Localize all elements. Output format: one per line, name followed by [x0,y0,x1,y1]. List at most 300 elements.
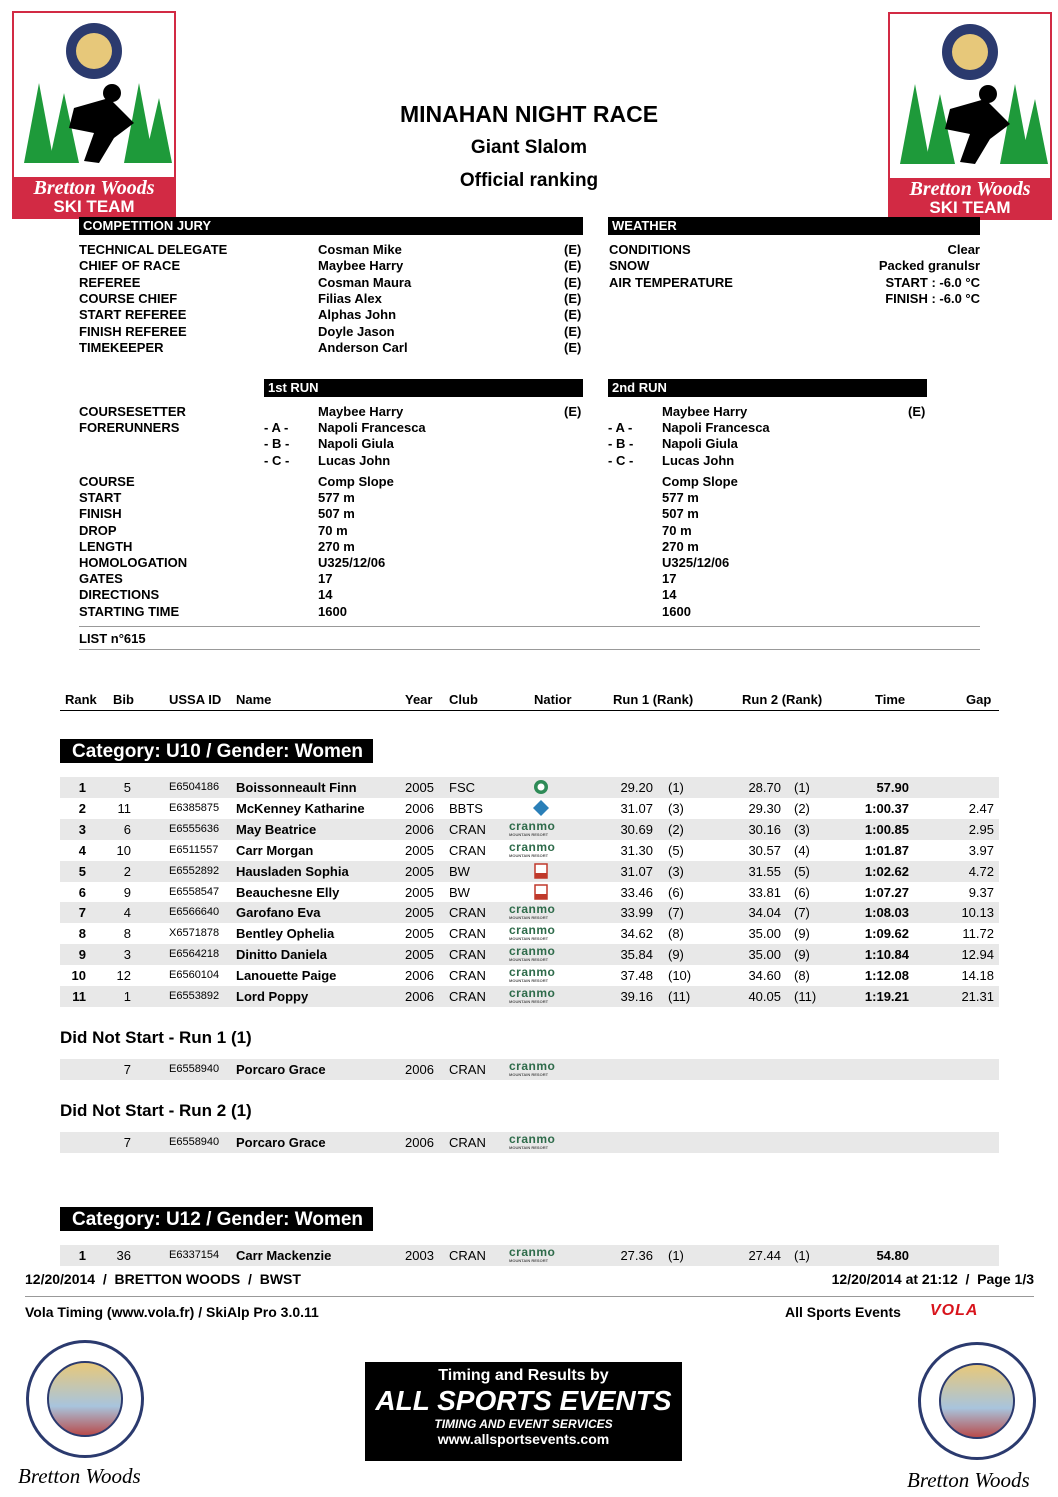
forerunner-key: - C - [608,452,634,468]
weather-value: Clear [947,242,980,257]
course1-value: Comp Slope [318,474,394,489]
course1-value: 577 m [318,490,355,506]
total-time: 1:07.27 [864,884,909,900]
coursesetter-label: COURSESETTER [79,404,186,419]
gap: 12.94 [961,947,994,963]
athlete-name: Hausladen Sophia [236,863,349,879]
forerunner-key: - B - [608,436,634,452]
jury-name: Cosman Mike [318,242,402,257]
year: 2006 [405,968,434,984]
course2-value: 1600 [662,603,691,619]
athlete-name: Dinitto Daniela [236,947,328,963]
forerunner-name: Napoli Francesca [318,420,426,435]
cranmo-logo-subtext: MOUNTAIN RESORT [509,957,549,963]
jury-code: (E) [564,242,582,257]
run1-time: 39.16 [620,989,653,1004]
run1-time: 31.07 [620,863,653,879]
run2-time: 35.00 [748,926,781,942]
run2-heading: 2nd RUN [608,379,927,397]
vola-logo: VOLA [930,1302,979,1319]
ranking-type: Official ranking [459,170,599,191]
course1-value: 270 m [318,538,355,554]
forerunner-key: - B - [264,436,290,452]
gap: 4.72 [968,863,994,879]
jury-code: (E) [564,339,582,355]
year: 2005 [405,884,434,900]
athlete-name: Bentley Ophelia [236,926,335,942]
year: 2005 [405,926,434,942]
forerunner-name: Lucas John [318,452,391,468]
ussa-id: E6552892 [169,864,220,877]
discipline: Giant Slalom [470,137,588,158]
cranmo-logo-icon: cranmo MOUNTAIN RESORT [509,1059,556,1077]
timing-banner [365,1362,682,1461]
gap: 14.18 [961,968,994,984]
bbts-club-logo-icon [533,800,549,816]
gap: 2.47 [968,800,994,816]
total-time: 1:19.21 [864,989,909,1004]
athlete-name: Lord Poppy [236,989,309,1004]
jury-code: (E) [564,274,582,290]
course-label: FINISH [79,506,122,522]
fsc-club-logo-icon [533,779,549,795]
logo-text-line1: Bretton Woods [909,178,1031,200]
rank: 9 [78,947,86,963]
weather-value: START : -6.0 °C [885,274,980,290]
gap: 10.13 [961,905,994,921]
course1-value: 1600 [318,603,347,619]
cranmo-logo-icon: cranmo MOUNTAIN RESORT [509,818,556,837]
course2-value: Comp Slope [662,474,738,489]
cranmo-logo-icon: cranmo MOUNTAIN RESORT [509,944,556,963]
gap: 3.97 [968,842,994,858]
footer-right: 12/20/2014 at 21:12 / Page 1/3 [831,1271,1034,1287]
cranmo-logo-subtext: MOUNTAIN RESORT [509,978,549,984]
course2-value: 70 m [662,522,692,538]
run1-rank: (3) [668,863,684,879]
jury-heading: COMPETITION JURY [79,217,583,235]
jury-role: START REFEREE [79,307,187,323]
race-title: MINAHAN NIGHT RACE [399,101,659,127]
footer-divider [25,1296,1034,1297]
bib: 10 [116,842,131,858]
cranmo-logo-icon: cranmo MOUNTAIN RESORT [509,1245,556,1263]
run2-time: 33.81 [748,884,781,900]
run2-rank: (8) [794,968,810,984]
run1-rank: (3) [668,800,684,816]
run1-time: 33.46 [620,884,653,900]
dns-run2-title: Did Not Start - Run 2 (1) [60,1101,252,1120]
bib: 3 [123,947,131,963]
bib: 6 [123,821,131,837]
course2-value: 507 m [662,506,699,522]
run1-rank: (11) [668,989,691,1004]
total-time: 1:08.03 [864,905,909,921]
category-heading: Category: U10 / Gender: Women [60,739,373,763]
forerunner-name: Napoli Francesca [662,420,770,435]
result-row [60,798,999,819]
run2-rank: (9) [794,926,810,942]
ussa-id: E6337154 [169,1249,220,1261]
vola-credit: Vola Timing (www.vola.fr) / SkiAlp Pro 3.0.11 [25,1304,319,1320]
ussa-id: E6564218 [169,948,220,961]
run2-time: 35.00 [748,947,781,963]
course1-value: 70 m [318,522,348,538]
athlete-name: Porcaro Grace [236,1135,326,1150]
course1-value: U325/12/06 [318,555,386,570]
result-row [60,944,999,965]
mount-washington-seal-right [918,1342,1036,1460]
logo-text-line2: SKI TEAM [929,198,1011,217]
course-label: GATES [79,571,123,587]
cranmo-logo-subtext: MOUNTAIN RESORT [509,1145,549,1150]
banner-line1: Timing and Results by [438,1367,609,1384]
club: CRAN [449,905,486,921]
rank: 10 [71,968,86,984]
club: CRAN [449,926,486,942]
rank: 6 [78,884,86,900]
year: 2005 [405,863,434,879]
course1-value: 14 [318,587,333,603]
ussa-id: E6560104 [169,969,220,982]
banner-line2: ALL SPORTS EVENTS [375,1385,672,1416]
year: 2003 [405,1248,434,1263]
year: 2006 [405,800,434,816]
divider [79,649,980,650]
bib: 5 [123,780,131,795]
run2-rank: (2) [794,800,810,816]
athlete-name: Boissonneault Finn [236,780,357,795]
column-header: Club [449,692,478,707]
course1-value: 17 [318,571,333,587]
course-label: START [79,490,122,506]
result-row [60,819,999,840]
column-header: Time [875,692,906,707]
run1-rank: (9) [668,947,684,963]
forerunner-name: Napoli Giula [318,436,394,452]
club: CRAN [449,989,486,1004]
footer-left: 12/20/2014 / BRETTON WOODS / BWST [25,1271,301,1287]
ussa-id: E6558940 [169,1063,220,1075]
logo-text-line1: Bretton Woods [33,177,155,199]
banner-line4: www.allsportsevents.com [437,1431,610,1447]
dns-row [60,1059,999,1080]
rank: 8 [78,926,86,942]
cranmo-logo-icon: cranmo MOUNTAIN RESORT [509,986,556,1004]
bib: 4 [123,905,131,921]
jury-role: TECHNICAL DELEGATE [79,242,228,257]
cranmo-logo-subtext: MOUNTAIN RESORT [509,852,549,858]
logo-text-line2: SKI TEAM [53,197,135,216]
weather-value: Packed granulsr [878,258,980,274]
run1-rank: (8) [668,926,684,942]
weather-label: SNOW [609,258,650,274]
bib: 12 [116,968,131,984]
weather-heading: WEATHER [608,217,980,235]
cranmo-logo-icon: cranmo MOUNTAIN RESORT [509,839,556,858]
rank: 5 [78,863,86,879]
cranmo-logo-subtext: MOUNTAIN RESORT [509,831,549,837]
athlete-name: Carr Mackenzie [236,1248,332,1263]
cranmo-logo-subtext: MOUNTAIN RESORT [509,999,549,1004]
jury-name: Filias Alex [318,290,382,306]
dns-run1-title: Did Not Start - Run 1 (1) [60,1028,252,1047]
run1-rank: (6) [668,884,684,900]
cranmo-logo-icon: cranmo MOUNTAIN RESORT [509,1132,556,1150]
result-row [60,965,999,986]
forerunners-label: FORERUNNERS [79,420,180,435]
bw-club-logo-icon [533,863,549,879]
course-label: DIRECTIONS [79,587,160,603]
jury-name: Doyle Jason [318,323,395,339]
run2-rank: (11) [794,989,817,1004]
banner-line3: TIMING AND EVENT SERVICES [434,1417,613,1431]
ussa-id: E6385875 [169,801,220,814]
run2-rank: (1) [794,1248,810,1263]
weather-value: FINISH : -6.0 °C [885,290,980,306]
result-row [60,986,999,1007]
athlete-name: May Beatrice [236,821,317,837]
rank: 4 [78,842,86,858]
course2-value: 14 [662,587,677,603]
course-label: COURSE [79,474,135,489]
bib: 9 [123,884,131,900]
club: CRAN [449,842,486,858]
year: 2005 [405,780,434,795]
club: BW [449,863,470,879]
forerunner-key: - C - [264,452,290,468]
column-header: Natior [534,692,572,707]
bib: 2 [123,863,131,879]
athlete-name: Lanouette Paige [236,968,337,984]
run2-time: 40.05 [748,989,781,1004]
run2-time: 30.16 [748,821,781,837]
run1-rank: (7) [668,905,684,921]
jury-name: Maybee Harry [318,258,404,274]
jury-name: Anderson Carl [318,339,408,355]
result-row [60,923,999,944]
column-header: Run 2 (Rank) [742,692,823,707]
bretton-woods-text-left: Bretton Woods [18,1464,141,1488]
jury-name: Cosman Maura [318,274,412,290]
run2-rank: (9) [794,947,810,963]
divider [79,626,980,627]
rank: 1 [78,780,86,795]
gap: 2.95 [968,821,994,837]
result-row [60,882,999,903]
bw-club-logo-icon [533,884,549,900]
sponsor-name: All Sports Events [785,1304,901,1320]
bib: 11 [117,800,131,816]
athlete-name: Garofano Eva [236,905,321,921]
club: FSC [449,780,475,795]
total-time: 1:00.85 [864,821,909,837]
ussa-id: E6504186 [169,781,220,793]
total-time: 1:00.37 [864,800,909,816]
result-row [60,1245,999,1266]
ussa-id: E6555636 [169,822,220,835]
jury-role: FINISH REFEREE [79,323,187,339]
course-label: HOMOLOGATION [79,555,188,570]
dns-row [60,1132,999,1153]
total-time: 1:09.62 [864,926,909,942]
course1-value: 507 m [318,506,355,522]
total-time: 1:12.08 [864,968,909,984]
run2-rank: (7) [794,905,810,921]
run2-time: 28.70 [748,780,781,795]
forerunner-key: - A - [264,420,289,435]
run1-time: 31.30 [620,842,653,858]
run1-time: 37.48 [620,968,653,984]
result-row [60,902,999,923]
weather-label: CONDITIONS [609,242,691,257]
column-header: Rank [65,692,97,707]
club: CRAN [449,1248,486,1263]
run2-time: 31.55 [748,863,781,879]
run1-coursesetter-code: (E) [564,404,582,419]
jury-code: (E) [564,290,582,306]
bib: 1 [123,989,131,1004]
bib: 7 [123,1062,131,1077]
club: CRAN [449,947,486,963]
category-heading: Category: U12 / Gender: Women [60,1207,373,1231]
run1-rank: (5) [668,842,684,858]
jury-role: TIMEKEEPER [79,339,164,355]
jury-role: CHIEF OF RACE [79,258,181,274]
rank: 1 [78,1248,86,1263]
total-time: 57.90 [876,780,909,795]
cranmo-logo-subtext: MOUNTAIN RESORT [509,915,549,921]
course2-value: U325/12/06 [662,555,730,570]
club: BBTS [449,800,483,816]
course-label: DROP [79,522,117,538]
ussa-id: E6558547 [169,885,220,898]
cranmo-logo-icon: cranmo MOUNTAIN RESORT [509,923,556,942]
result-row [60,777,999,798]
cranmo-logo-subtext: MOUNTAIN RESORT [509,936,549,942]
ussa-id: E6566640 [169,906,220,919]
rank: 3 [78,821,86,837]
bretton-woods-text-right: Bretton Woods [907,1468,1030,1492]
jury-role: REFEREE [79,274,141,290]
column-header: USSA ID [169,692,222,707]
run1-time: 30.69 [620,821,653,837]
bib: 7 [123,1135,131,1150]
result-row [60,840,999,861]
rank: 2 [78,800,86,816]
jury-name: Alphas John [318,307,397,323]
bib: 8 [123,926,131,942]
cranmo-logo-icon: cranmo MOUNTAIN RESORT [509,965,556,984]
list-number: LIST n°615 [79,631,146,646]
run2-time: 27.44 [748,1248,781,1263]
jury-code: (E) [564,258,582,274]
run2-time: 34.04 [748,905,781,921]
cranmo-logo-subtext: MOUNTAIN RESORT [509,1258,549,1263]
run1-time: 34.62 [620,926,653,942]
run2-rank: (6) [794,884,810,900]
year: 2005 [405,947,434,963]
club: BW [449,884,470,900]
forerunner-name: Napoli Giula [662,436,738,452]
run1-time: 31.07 [620,800,653,816]
run1-time: 35.84 [620,947,653,963]
run2-rank: (1) [794,780,810,795]
column-header: Bib [113,692,134,707]
club: CRAN [449,821,486,837]
club: CRAN [449,1135,486,1150]
forerunner-key: - A - [608,420,633,435]
jury-code: (E) [564,323,582,339]
run1-rank: (1) [668,780,684,795]
course-label: LENGTH [79,538,133,554]
run2-rank: (4) [794,842,810,858]
course2-value: 17 [662,571,677,587]
rank: 7 [78,905,86,921]
forerunner-name: Lucas John [662,452,735,468]
column-header: Name [236,692,272,707]
run1-rank: (2) [668,821,684,837]
athlete-name: Carr Morgan [236,842,314,858]
rank: 11 [72,989,86,1004]
bib: 36 [116,1248,131,1263]
year: 2006 [405,1135,434,1150]
year: 2006 [405,1062,434,1077]
ussa-id: E6558940 [169,1136,220,1148]
course-label: STARTING TIME [79,603,180,619]
athlete-name: Porcaro Grace [236,1062,326,1077]
column-header: Gap [966,692,992,707]
course2-value: 270 m [662,538,699,554]
weather-label: AIR TEMPERATURE [609,274,733,290]
run1-heading: 1st RUN [264,379,583,397]
run2-time: 30.57 [748,842,781,858]
run1-coursesetter: Maybee Harry [318,404,404,419]
run2-time: 29.30 [748,800,781,816]
run2-time: 34.60 [748,968,781,984]
gap: 11.72 [962,926,994,942]
year: 2005 [405,842,434,858]
run1-time: 27.36 [620,1248,653,1263]
result-row [60,861,999,882]
ussa-id: E6553892 [169,990,220,1002]
run1-time: 29.20 [620,780,653,795]
ussa-id: E6511557 [169,843,219,856]
column-header: Run 1 (Rank) [613,692,694,707]
run2-rank: (5) [794,863,810,879]
jury-role: COURSE CHIEF [79,290,178,306]
cranmo-logo-subtext: MOUNTAIN RESORT [509,1072,549,1077]
run1-rank: (1) [668,1248,684,1263]
year: 2006 [405,821,434,837]
run1-rank: (10) [668,968,692,984]
club: CRAN [449,1062,486,1077]
gap: 9.37 [968,884,994,900]
total-time: 1:01.87 [864,842,909,858]
total-time: 54.80 [876,1248,909,1263]
column-header: Year [405,692,433,707]
mount-washington-seal-left [26,1340,144,1458]
cranmo-logo-icon: cranmo MOUNTAIN RESORT [509,902,556,921]
total-time: 1:02.62 [864,863,909,879]
athlete-name: McKenney Katharine [236,800,365,816]
run1-time: 33.99 [620,905,653,921]
gap: 21.31 [961,989,994,1004]
run2-coursesetter-code: (E) [908,404,926,419]
run2-rank: (3) [794,821,810,837]
run2-coursesetter: Maybee Harry [662,404,748,419]
divider [60,710,999,711]
